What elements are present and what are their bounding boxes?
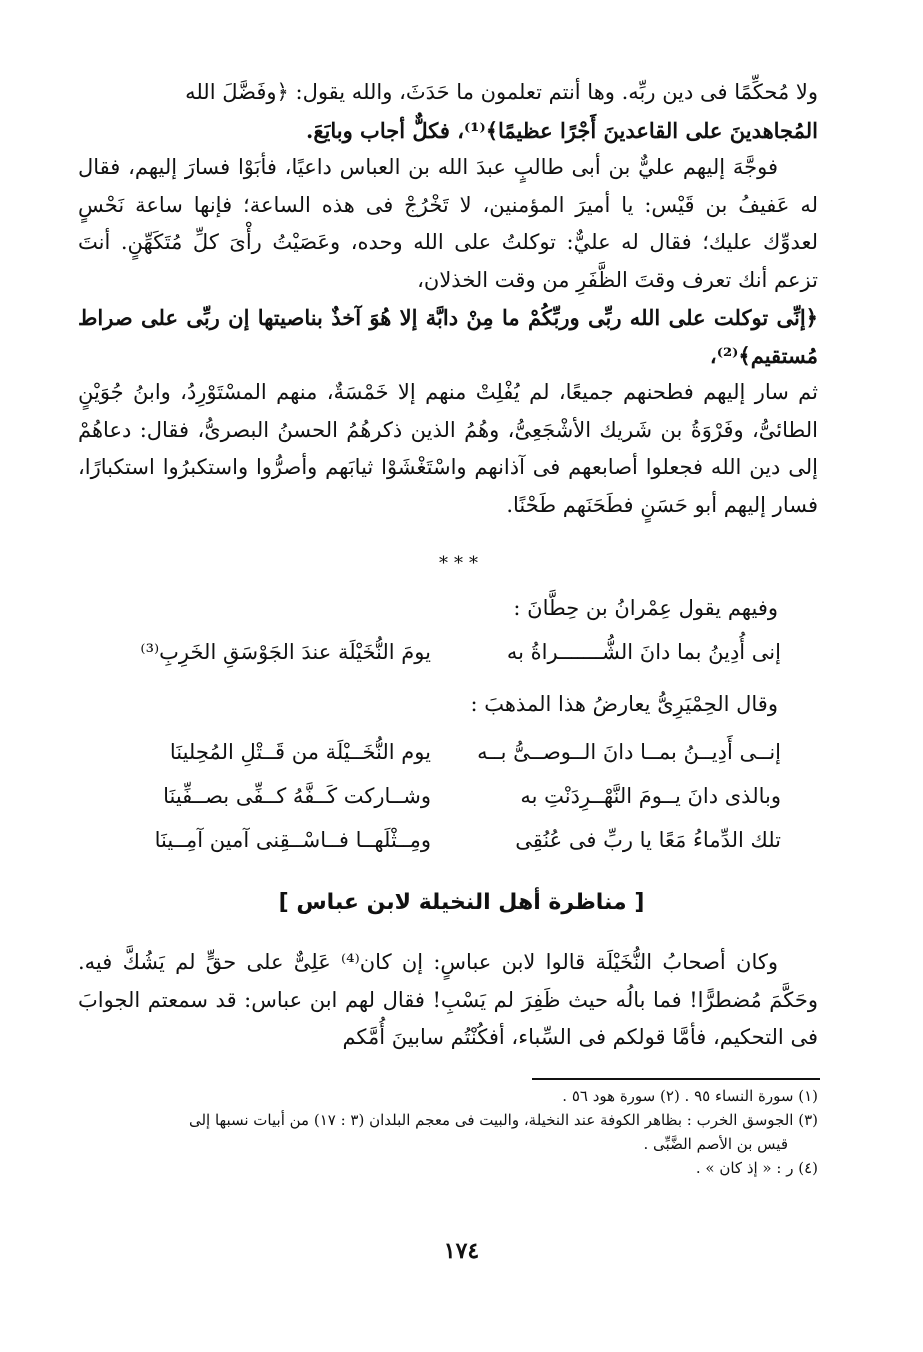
verse-2-3-right: تلك الدِّماءُ مَعًا يا ربِّ فى عُنُقِى xyxy=(515,828,781,852)
verse-intro-1: وفيهم يقول عِمْرانُ بن حِطَّانَ : xyxy=(513,596,778,620)
page-number: ١٧٤ xyxy=(443,1238,480,1264)
verse-2-3-left: ومِــثْلَهــا فــاسْــقِنى آمين آمِــينَا xyxy=(154,828,431,852)
footnote-3: (٣) الجوسق الخرب : بظاهر الكوفة عند النخيلة، والبيت فى معجم البلدان (٣ : ١٧) من أبيات نسبها إلى xyxy=(188,1111,818,1129)
verse-2-1-right: إنــى أَدِيــنُ بمــا دانَ الــوصــىُّ بــه xyxy=(477,740,781,764)
footnote-3-continued: قيس بن الأصم الضَّبِّى . xyxy=(643,1135,788,1153)
body-text-top xyxy=(78,74,818,524)
verse-2-1-left: يوم النُّخَــيْلَة من قَــتْلِ المُحِلينَا xyxy=(169,740,431,764)
paragraph-3: وكان أصحابُ النُّخَيْلَة قالوا لابن عباسٍ: إن كان⁽⁴⁾ عَلِىٌّ على حقٍّ لم يَشُكَّ فيه. وحَكَّمَ مُضطرًّا! فما بالُه حيث ظَفِرَ لم يَسْبِ! فقال لهم ابن عباس: قد سمعتم الجوابَ فى التحكيم، فأمَّا قولكم فى السِّباء، أفكُنْتُم سابينَ أُمَّكم xyxy=(78,950,818,1049)
paragraph-1-line-1: ولا مُحكِّمًا فى دين ربِّه. وها أنتم تعلمون ما حَدَثَ، والله يقول: ﴿وفَضَّلَ الله xyxy=(185,80,818,104)
verse-intro-2: وقال الحِمْيَرِىُّ يعارضُ هذا المذهبَ : xyxy=(470,692,778,716)
paragraph-2b: ثم سار إليهم فطحنهم جميعًا، لم يُفْلِتْ منهم إلا خَمْسَةٌ، منهم المسْتَوْرِدُ، وابنُ جُوَيْنٍ الطائىُّ، وفَرْوَةُ بن شَريك الأشْجَعِىُّ، وهُمُ الذين ذكرهُمُ الحسنُ البصرىُّ، فقال: دعاهُمْ إلى دين الله فجعلوا أصابعهم فى آذانهم واسْتَغْشَوْا ثيابَهم وأصرُّوا واستكبرُوا استكبارًا، فسار إليهم أبو حَسَنٍ فطَحَنَهم طَحْنًا. xyxy=(78,380,818,517)
quran-verse-2: ﴿إنِّى توكلت على الله ربِّى وربِّكُمْ ما مِنْ دابَّة إلا هُوَ آخذٌ بناصيتها إن ربِّى على صراط مُستقيم﴾⁽²⁾، xyxy=(78,305,818,368)
section-separator: *** xyxy=(439,553,484,574)
verse-1-right: إنى أُدِينُ بما دانَ الشُّـــــــراةُ به xyxy=(506,640,781,664)
footnote-rule xyxy=(532,1078,820,1080)
footnote-1-2: (١) سورة النساء ٩٥ . (٢) سورة هود ٥٦ . xyxy=(562,1087,818,1105)
verse-2-2-left: وشــاركت كَــفَّهُ كــفِّى بصــفِّينَا xyxy=(163,784,431,808)
paragraph-1-line-2: المُجاهدينَ على القاعدينَ أَجْرًا عظيمًا﴾⁽¹⁾، فكلٌّ أجاب وبايَعَ. xyxy=(306,117,818,143)
footnotes xyxy=(78,1084,818,1180)
footnote-4: (٤) ر : « إذ كان » . xyxy=(695,1159,818,1177)
verse-2-2-right: وبالذى دانَ يــومَ النَّهْــرِدَنْتِ به xyxy=(520,784,781,808)
paragraph-2: فوجَّهَ إليهم عليٌّ بن أبى طالبٍ عبدَ الله بن العباس داعيًا، فأبَوْا فسارَ إليهم، فقال له عَفيفُ بن قَيْس: يا أميرَ المؤمنين، لا تَخْرُجْ فى هذه الساعة؛ فإنها ساعة نَحْسٍ لعدوِّك عليك؛ فقال له عليٌّ: توكلتُ على الله وحده، وعَصَيْتُ رأْىَ كلِّ مُتَكَهِّنٍ. أنتَ تزعم أنك تعرف وقتَ الظَّفَرِ من وقت الخذلان، xyxy=(78,155,818,292)
verse-1-left: يومَ النُّخَيْلَة عندَ الجَوْسَقِ الخَرِبِ⁽³⁾ xyxy=(140,640,431,664)
section-heading: [ مناظرة أهل النخيلة لابن عباس ] xyxy=(278,890,645,915)
body-text-bottom xyxy=(78,944,818,1057)
